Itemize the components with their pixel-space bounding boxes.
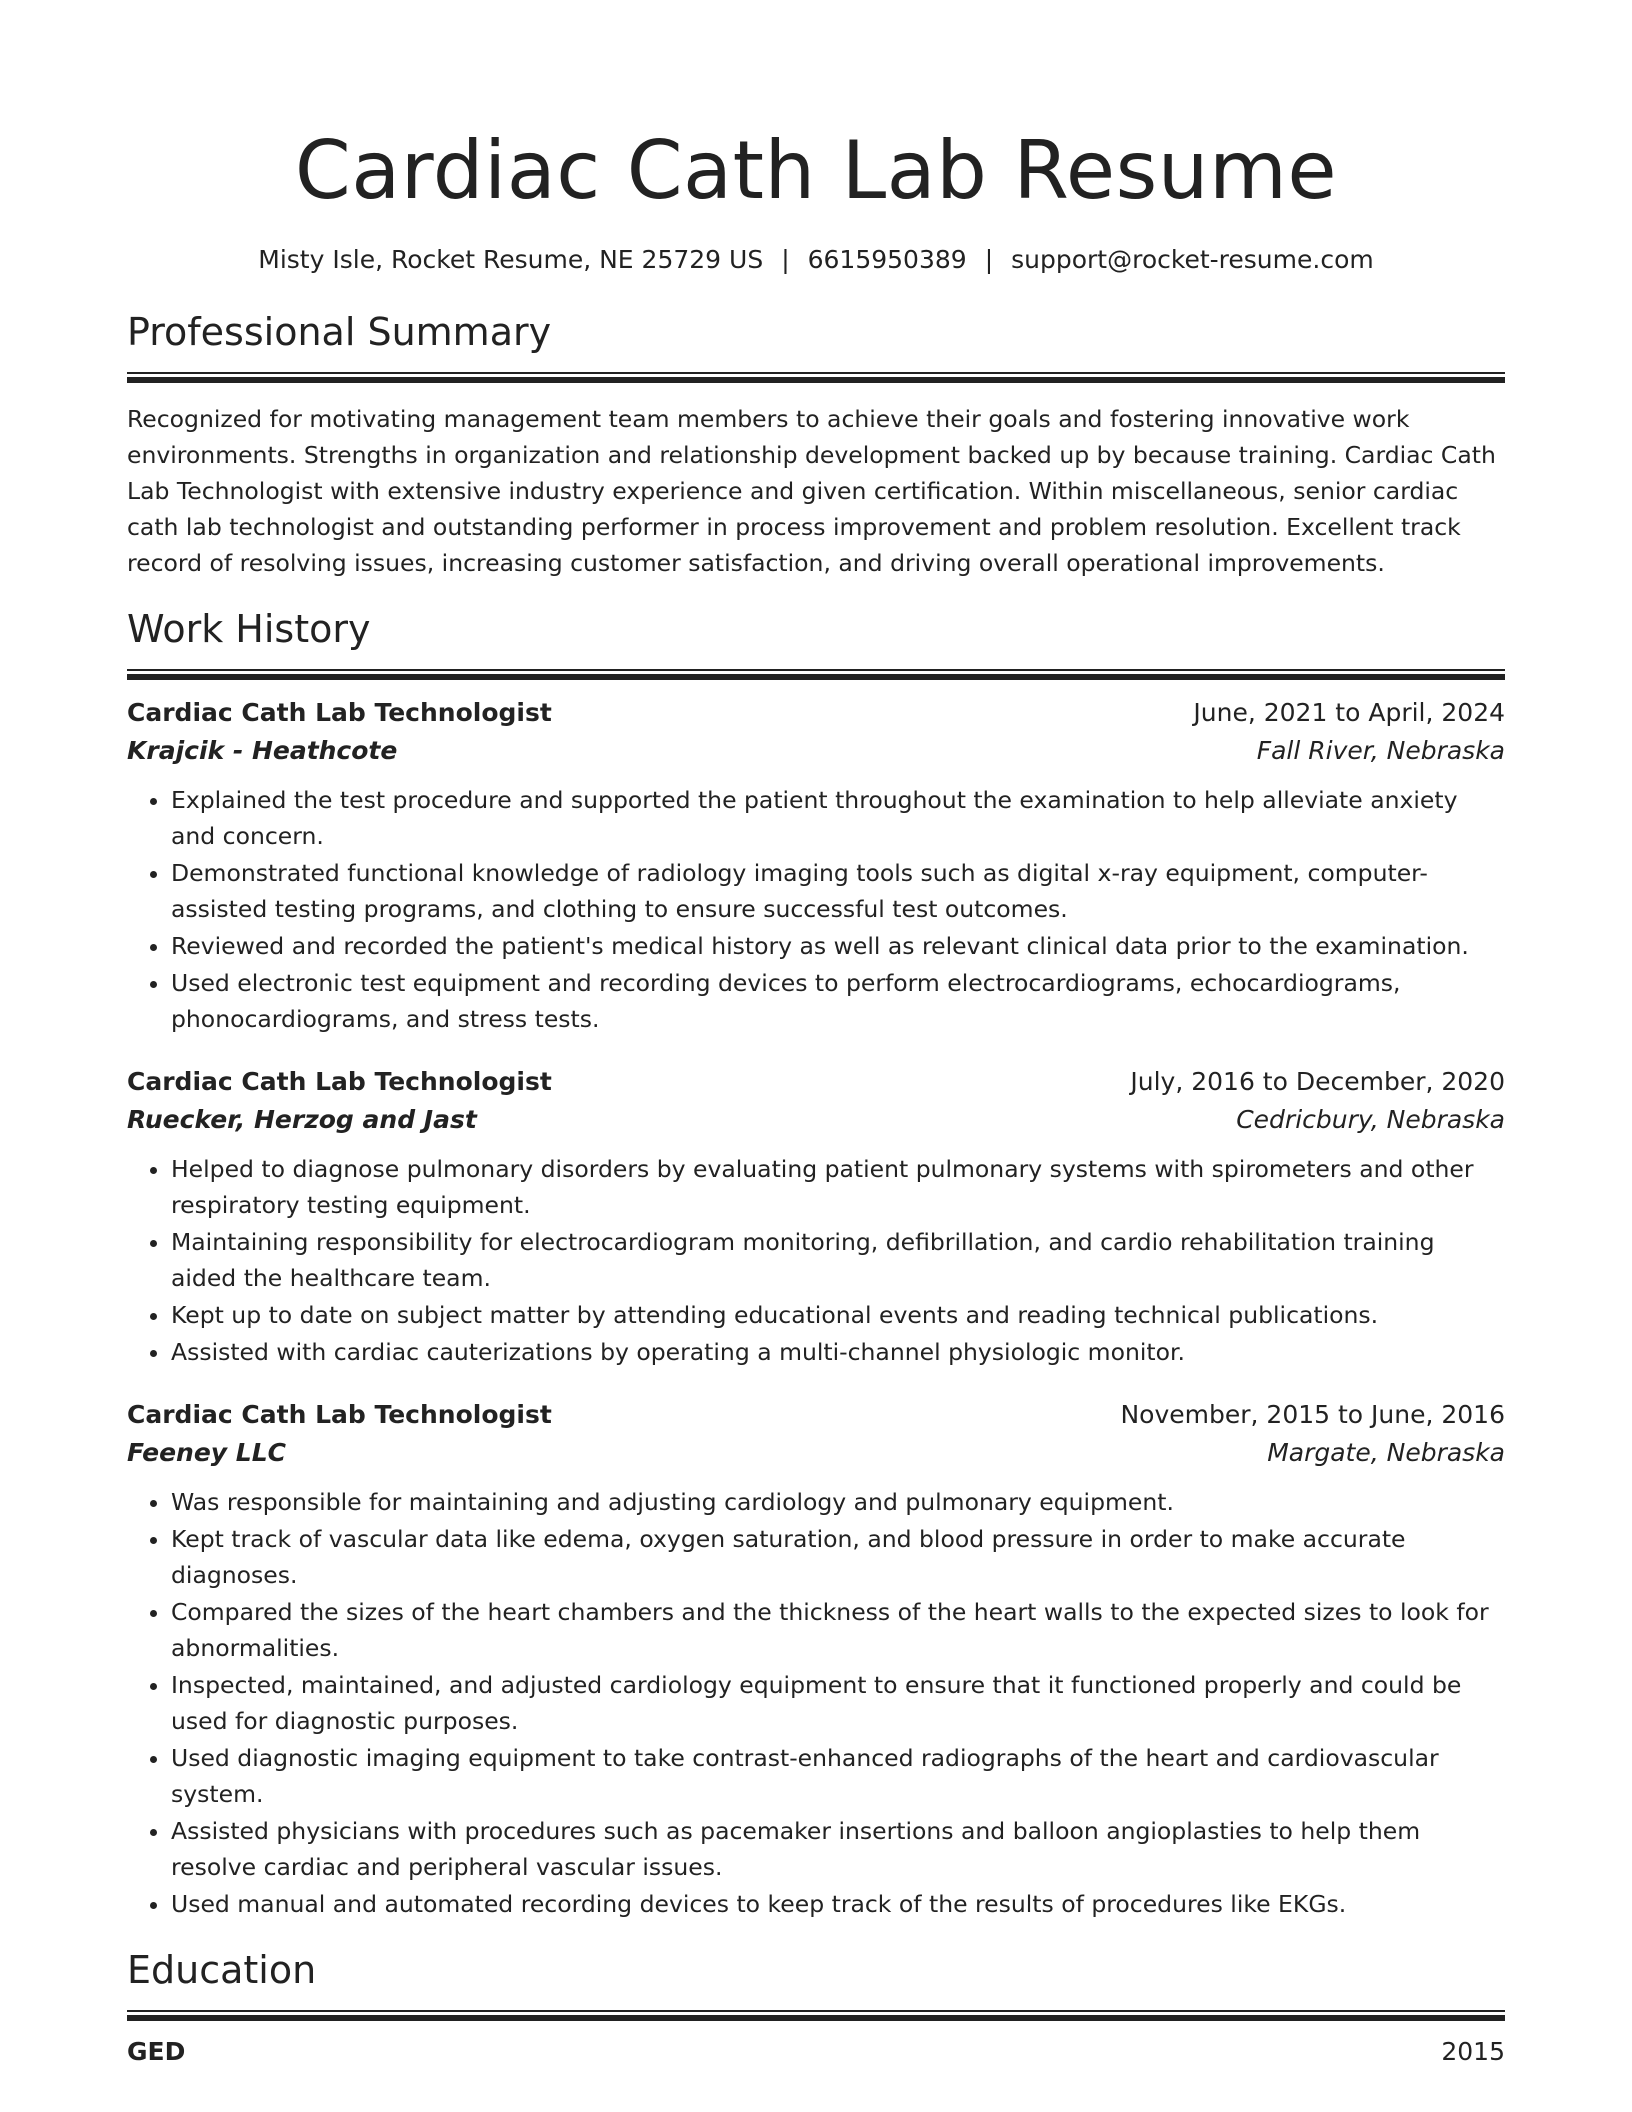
job-entry — [127, 694, 1505, 1037]
job-title: Cardiac Cath Lab Technologist — [127, 1067, 552, 1096]
list-item: • Demonstrated functional knowledge of radiology imaging tools such as digital x-ray equipment, computer-assisted testing programs, and clothing to ensure successful test outcomes. — [171, 855, 1505, 927]
job-subheader-row — [127, 732, 1505, 770]
list-item: • Kept up to date on subject matter by attending educational events and reading technical publications. — [171, 1297, 1505, 1333]
job-bullets — [127, 782, 1505, 1037]
work-history-section — [127, 603, 1505, 1922]
job-entry — [127, 1063, 1505, 1370]
job-company: Feeney LLC — [127, 1438, 287, 1467]
contact-email: support@rocket-resume.com — [1011, 245, 1374, 274]
job-dates: November, 2015 to June, 2016 — [1120, 1400, 1505, 1429]
list-item: • Reviewed and recorded the patient's medical history as well as relevant clinical data prior to the examination. — [171, 928, 1505, 964]
job-dates: July, 2016 to December, 2020 — [1130, 1067, 1505, 1096]
list-item: • Helped to diagnose pulmonary disorders by evaluating patient pulmonary systems with spirometers and other respiratory testing equipment. — [171, 1151, 1505, 1223]
summary-paragraph: Recognized for motivating management team members to achieve their goals and fostering innovative work environments. Strengths in organization and relationship development backed up by because training. Cardiac Cath Lab Technologist with extensive industry experience and given certification. Within miscellaneous, senior cardiac cath lab technologist and outstanding performer in process improvement and problem resolution. Excellent track record of resolving issues, increasing customer satisfaction, and driving overall operational improvements. — [127, 405, 1496, 577]
job-subheader-row — [127, 1434, 1505, 1472]
job-header-row — [127, 1063, 1505, 1101]
job-title: Cardiac Cath Lab Technologist — [127, 1400, 552, 1429]
job-header-row — [127, 694, 1505, 732]
education-degree: GED — [127, 2037, 186, 2066]
list-item: • Used diagnostic imaging equipment to take contrast-enhanced radiographs of the heart and cardiovascular system. — [171, 1740, 1505, 1812]
job-company: Ruecker, Herzog and Jast — [127, 1105, 477, 1134]
section-heading-summary: Professional Summary — [127, 310, 552, 354]
list-item: • Used electronic test equipment and recording devices to perform electrocardiograms, echocardiograms, phonocardiograms, and stress tests. — [171, 965, 1505, 1037]
section-divider — [127, 372, 1505, 383]
section-heading-work-history: Work History — [127, 607, 371, 651]
education-section — [127, 1944, 1505, 2071]
list-item: • Compared the sizes of the heart chambers and the thickness of the heart walls to the expected sizes to look for abnormalities. — [171, 1594, 1505, 1666]
education-row — [127, 2033, 1505, 2071]
contact-address: Misty Isle, Rocket Resume, NE 25729 US — [258, 245, 764, 274]
job-bullets — [127, 1151, 1505, 1370]
document-title: Cardiac Cath Lab Resume — [294, 124, 1338, 217]
contact-line — [127, 242, 1505, 278]
contact-separator: | — [781, 245, 790, 274]
list-item: • Kept track of vascular data like edema, oxygen saturation, and blood pressure in order to make accurate diagnoses. — [171, 1521, 1505, 1593]
list-item: • Used manual and automated recording devices to keep track of the results of procedures like EKGs. — [171, 1886, 1505, 1922]
list-item: • Inspected, maintained, and adjusted cardiology equipment to ensure that it functioned properly and could be used for diagnostic purposes. — [171, 1667, 1505, 1739]
list-item: • Explained the test procedure and supported the patient throughout the examination to help alleviate anxiety and concern. — [171, 782, 1505, 854]
list-item: • Assisted physicians with procedures such as pacemaker insertions and balloon angioplasties to help them resolve cardiac and peripheral vascular issues. — [171, 1813, 1505, 1885]
job-company: Krajcik - Heathcote — [127, 736, 398, 765]
section-divider — [127, 669, 1505, 680]
list-item: • Maintaining responsibility for electrocardiogram monitoring, defibrillation, and cardio rehabilitation training aided the healthcare team. — [171, 1224, 1505, 1296]
job-location: Cedricbury, Nebraska — [1236, 1105, 1505, 1134]
job-location: Margate, Nebraska — [1267, 1438, 1505, 1467]
list-item: • Assisted with cardiac cauterizations by operating a multi-channel physiologic monitor. — [171, 1334, 1505, 1370]
job-dates: June, 2021 to April, 2024 — [1193, 698, 1505, 727]
summary-section — [127, 306, 1505, 581]
section-heading-education: Education — [127, 1948, 317, 1992]
job-location: Fall River, Nebraska — [1256, 736, 1505, 765]
section-divider — [127, 2010, 1505, 2021]
job-header-row — [127, 1396, 1505, 1434]
job-entry — [127, 1396, 1505, 1922]
contact-separator: | — [984, 245, 994, 274]
education-year: 2015 — [1441, 2037, 1505, 2066]
list-item: • Was responsible for maintaining and adjusting cardiology and pulmonary equipment. — [171, 1484, 1505, 1520]
job-bullets — [127, 1484, 1505, 1922]
job-title: Cardiac Cath Lab Technologist — [127, 698, 552, 727]
job-subheader-row — [127, 1101, 1505, 1139]
contact-phone: 6615950389 — [807, 245, 967, 274]
